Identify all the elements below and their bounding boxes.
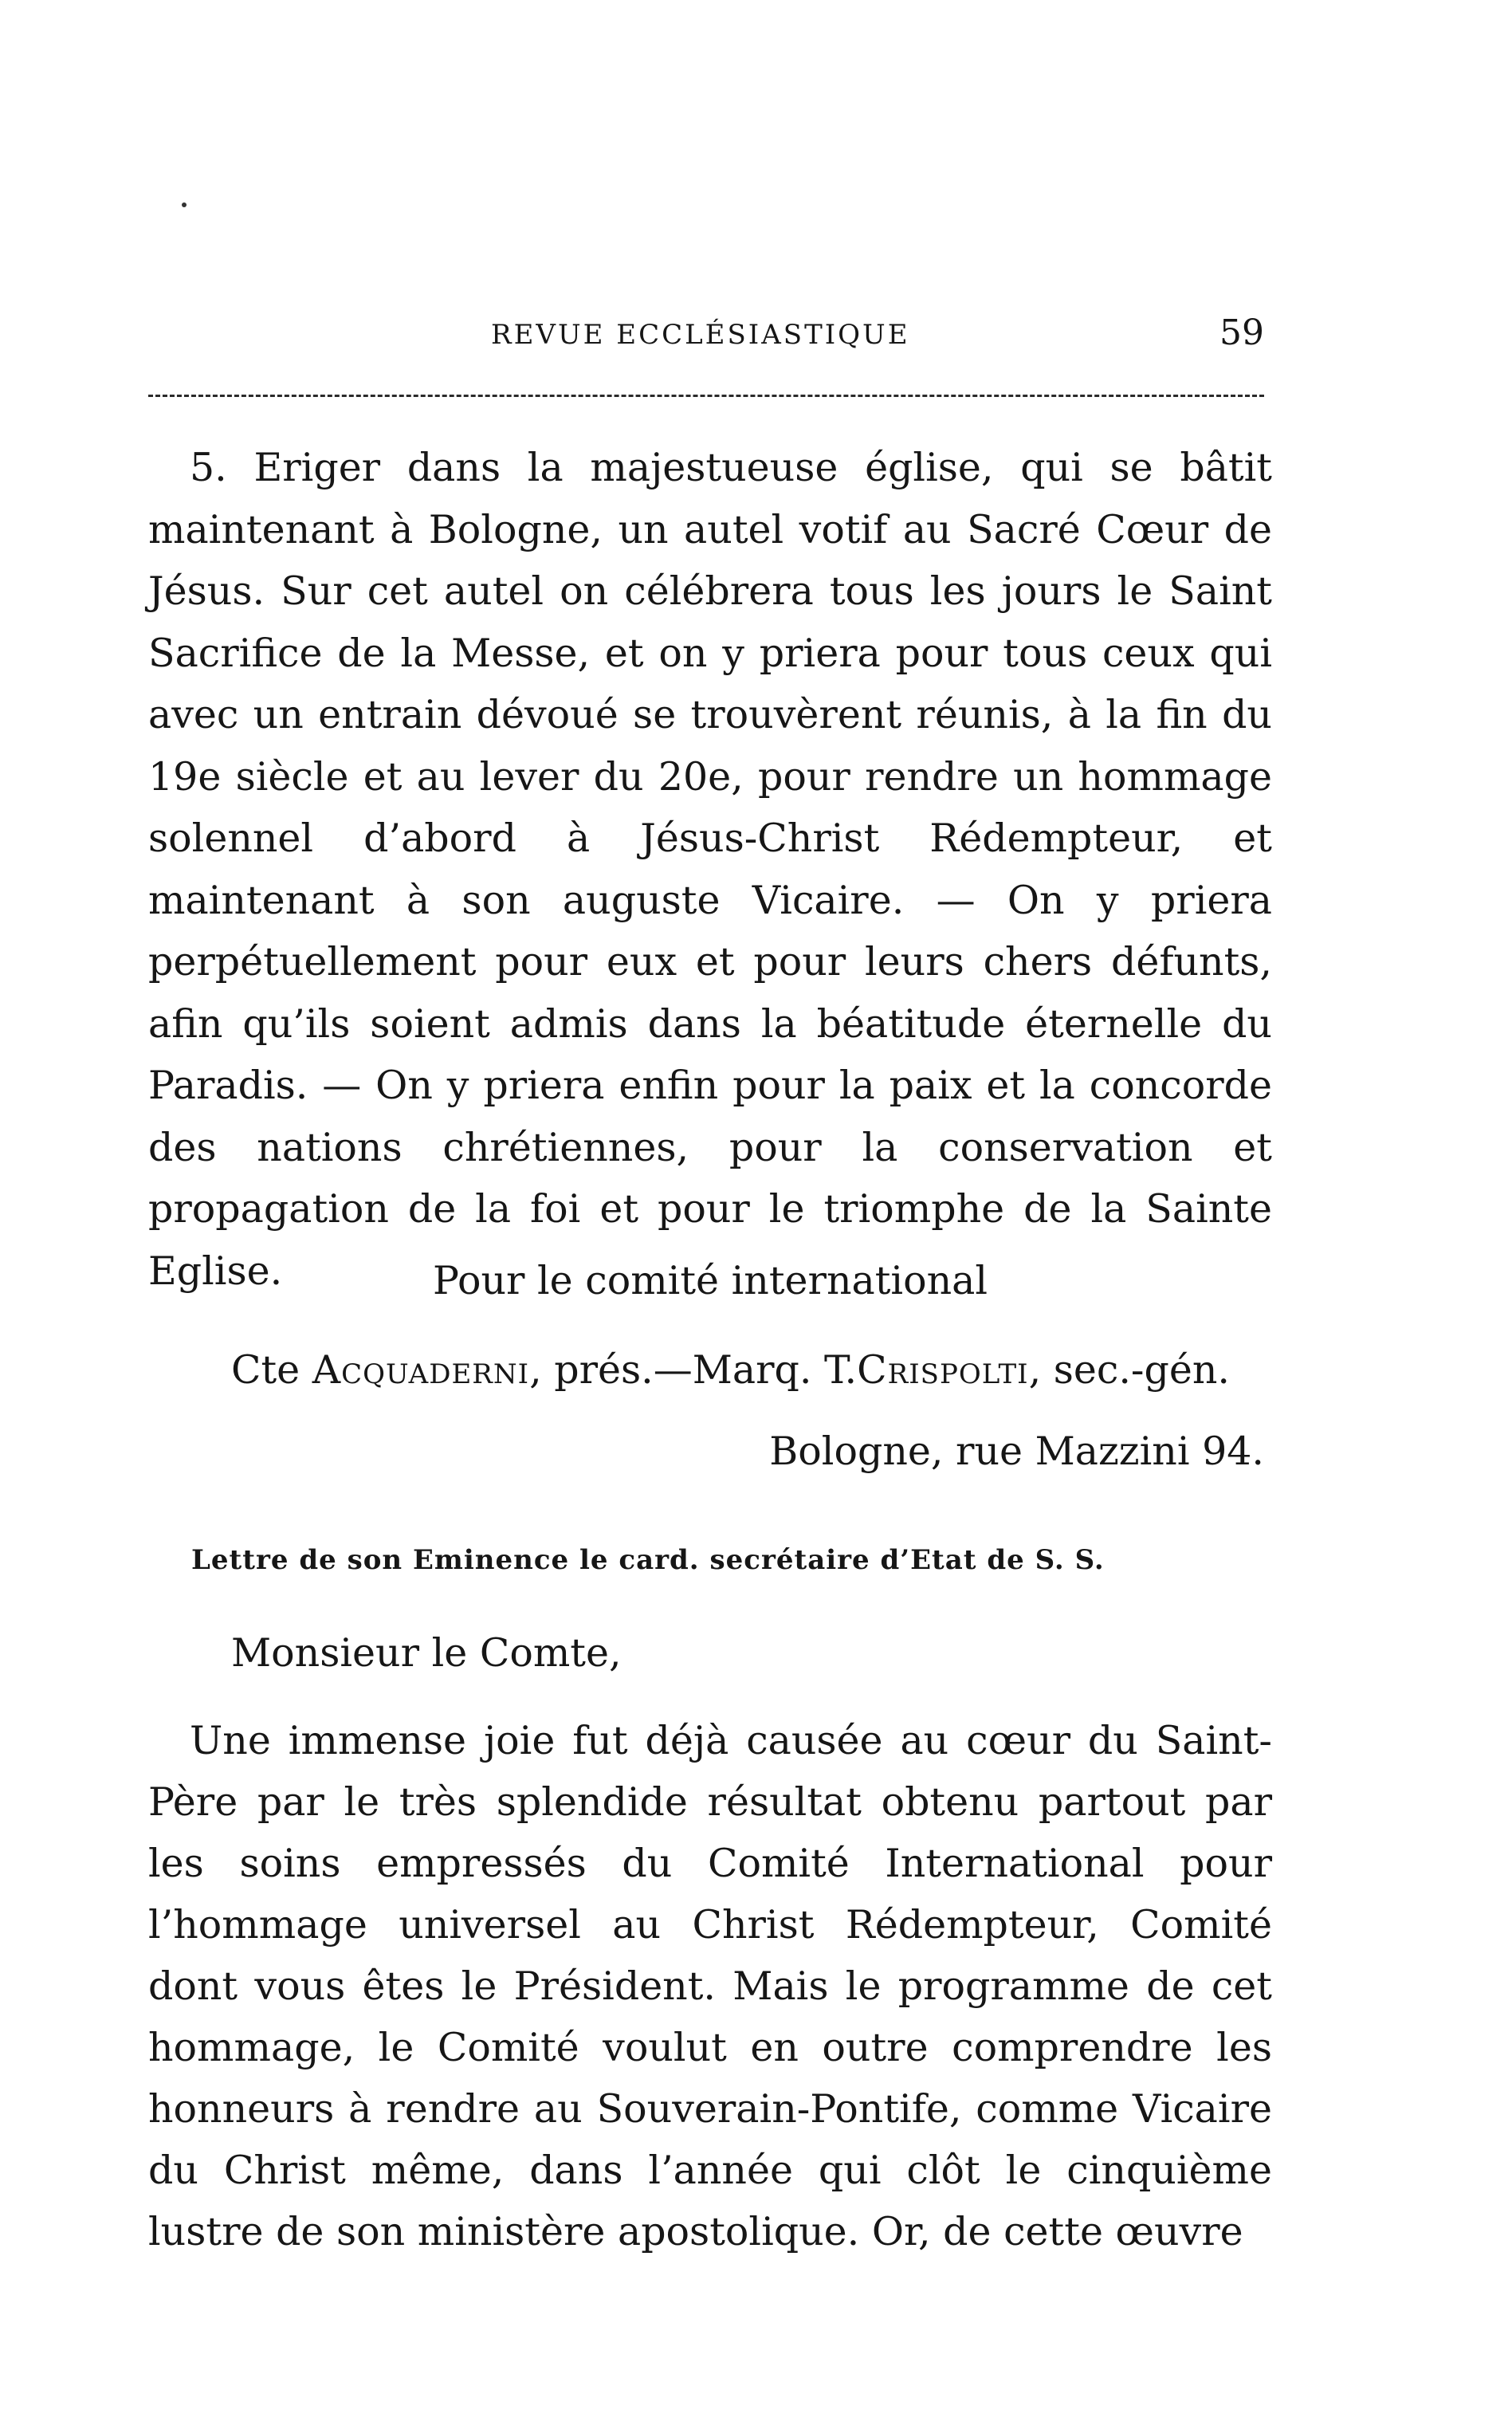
signatory-2-name: Crispolti	[857, 1347, 1029, 1393]
signatory-1-role: , prés.—	[529, 1347, 693, 1393]
margin-mark	[182, 202, 187, 207]
signatory-1-name: Acquaderni	[312, 1347, 530, 1393]
signatory-1-prefix: Cte	[231, 1347, 300, 1393]
signatories-line	[231, 1347, 1267, 1393]
page-number: 59	[1219, 312, 1264, 353]
letter-heading: Lettre de son Eminence le card. secrétaire d’Etat de S. S.	[191, 1544, 1105, 1576]
place-line: Bologne, rue Mazzini 94.	[769, 1429, 1264, 1474]
letter-body	[148, 1710, 1272, 2262]
signatory-2-prefix: Marq. T.	[692, 1347, 858, 1393]
letter-salutation: Monsieur le Comte,	[231, 1630, 622, 1676]
running-title: REVUE ECCLÉSIASTIQUE	[491, 319, 910, 351]
article-body	[148, 437, 1272, 1302]
signatory-2-role: , sec.-gén.	[1028, 1347, 1230, 1393]
header-rule	[148, 395, 1264, 397]
article-paragraph: 5. Eriger dans la majestueuse église, qui se bâtit maintenant à Bologne, un autel votif au Sacré Cœur de Jésus. Sur cet autel on célébrera tous les jours le Saint Sacrifice de la Messe, et on y priera pour tous ceux qui avec un entrain dévoué se trouvèrent réunis, à la fin du 19e siècle et au lever du 20e, pour rendre un hommage solennel d’abord à Jésus-Christ Rédempteur, et maintenant à son auguste Vicaire. — On y priera perpétuellement pour eux et pour leurs chers défunts, afin qu’ils soient admis dans la béatitude éternelle du Paradis. — On y priera enfin pour la paix et la concorde des nations chrétiennes, pour la conservation et propagation de la foi et pour le triomphe de la Sainte Eglise.	[148, 445, 1272, 1294]
letter-paragraph: Une immense joie fut déjà causée au cœur du Saint-Père par le très splendide résultat obtenu partout par les soins empressés du Comité International pour l’hommage universel au Christ Rédempteur, Comité dont vous êtes le Président. Mais le programme de cet hommage, le Comité voulut en outre comprendre les honneurs à rendre au Souverain-Pontife, comme Vicaire du Christ même, dans l’année qui clôt le cinquième lustre de son ministère apostolique. Or, de cette œuvre	[148, 1718, 1272, 2254]
running-head	[148, 312, 1264, 360]
committee-line: Pour le comité international	[432, 1258, 988, 1303]
